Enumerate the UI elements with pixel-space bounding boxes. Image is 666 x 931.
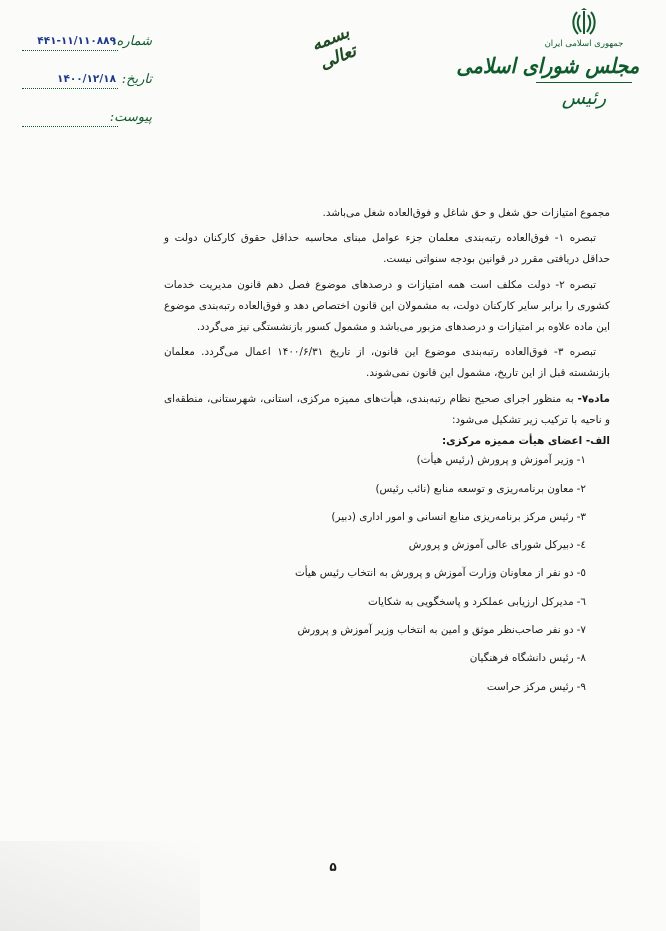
article-7 [164,389,610,431]
list-item: ۱-وزیر آموزش و پرورش (رئیس هیأت) [416,454,586,467]
office-title: رئیس [561,87,607,109]
list-item: ٤-دبیرکل شورای عالی آموزش و پرورش [408,539,586,552]
letter-body [164,203,610,707]
letterhead [456,8,644,110]
central-board-members [164,452,610,707]
article-7-label: ماده۷- [577,392,610,405]
number-row [20,34,152,72]
iran-emblem-icon [568,8,600,38]
list-item: ۷-دو نفر صاحب‌نظر موثق و امین به انتخاب وزیر آموزش و پرورش [297,624,586,637]
article-7-text: به منظور اجرای صحیح نظام رتبه‌بندی، هیأت‌های ممیزه مرکزی، استانی، شهرستانی، منطقه‌ای و ناحیه با ترکیب زیر تشکیل می‌شود: [164,392,610,426]
letterhead-rule [536,82,632,83]
note-2: تبصره ۲- دولت مکلف است همه امتیازات و درصدهای موضوع فصل دهم قانون مدیریت خدمات کشوری را برابر سایر کارکنان دولت، به مشمولان این قانون اختصاص دهد و فوق‌العاده رتبه‌بندی موضوع این ماده علاوه بر امتیازات و درصدهای مزبور می‌باشد و مشمول کسور بازنشستگی نیز می‌گردد. [164,278,610,334]
note-1: تبصره ۱- فوق‌العاده رتبه‌بندی معلمان جزء عوامل مبنای محاسبه حداقل حقوق کارکنان دولت و حداقل دریافتی مقرر در قوانین بودجه سنواتی نیست. [164,232,610,266]
number-label: شماره: [112,34,152,49]
paper-shadow [0,841,200,931]
letter-metadata [20,34,152,148]
institution-name: مجلس شورای اسلامی [456,53,640,78]
list-item: ۳-رئیس مرکز برنامه‌ریزی منابع انسانی و امور اداری (دبیر) [331,510,586,523]
central-board-heading: الف- اعضای هیأت ممیزه مرکزی: [441,435,610,448]
republic-title: جمهوری اسلامی ایران [544,39,624,49]
date-label: تاریخ: [121,72,152,87]
page-number: ۵ [329,860,337,874]
list-item: ٦-مدیرکل ارزیابی عملکرد و پاسخگویی به شکایات [368,595,586,608]
date-value: ۱۴۰۰/۱۲/۱۸ [57,73,116,85]
attachment-dotted-line [22,126,118,127]
header-calligraphy: بسمه تعالی [308,22,360,74]
number-dotted-line [22,50,118,51]
list-item: ۸-رئیس دانشگاه فرهنگیان [469,652,586,665]
opening-paragraph: مجموع امتیازات حق شغل و حق شاغل و فوق‌العاده شغل می‌باشد. [322,207,610,219]
list-item: ۲-معاون برنامه‌ریزی و توسعه منابع (نائب رئیس) [375,482,586,495]
date-dotted-line [22,88,118,89]
attachment-row [20,110,152,148]
list-item: ٥-دو نفر از معاونان وزارت آموزش و پرورش به انتخاب رئیس هیأت [294,567,586,580]
number-value: ۴۴۱-۱۱/۱۱۰۸۸۹ [37,35,116,47]
date-row [20,72,152,110]
note-3: تبصره ۳- فوق‌العاده رتبه‌بندی موضوع این قانون، از تاریخ ۱۴۰۰/۶/۳۱ اعمال می‌گردد. معلمان بازنشسته قبل از این تاریخ، مشمول این قانون نمی‌شوند. [164,346,610,380]
list-item: ۹-رئیس مرکز حراست [486,680,586,693]
attachment-label: پیوست: [109,110,152,125]
